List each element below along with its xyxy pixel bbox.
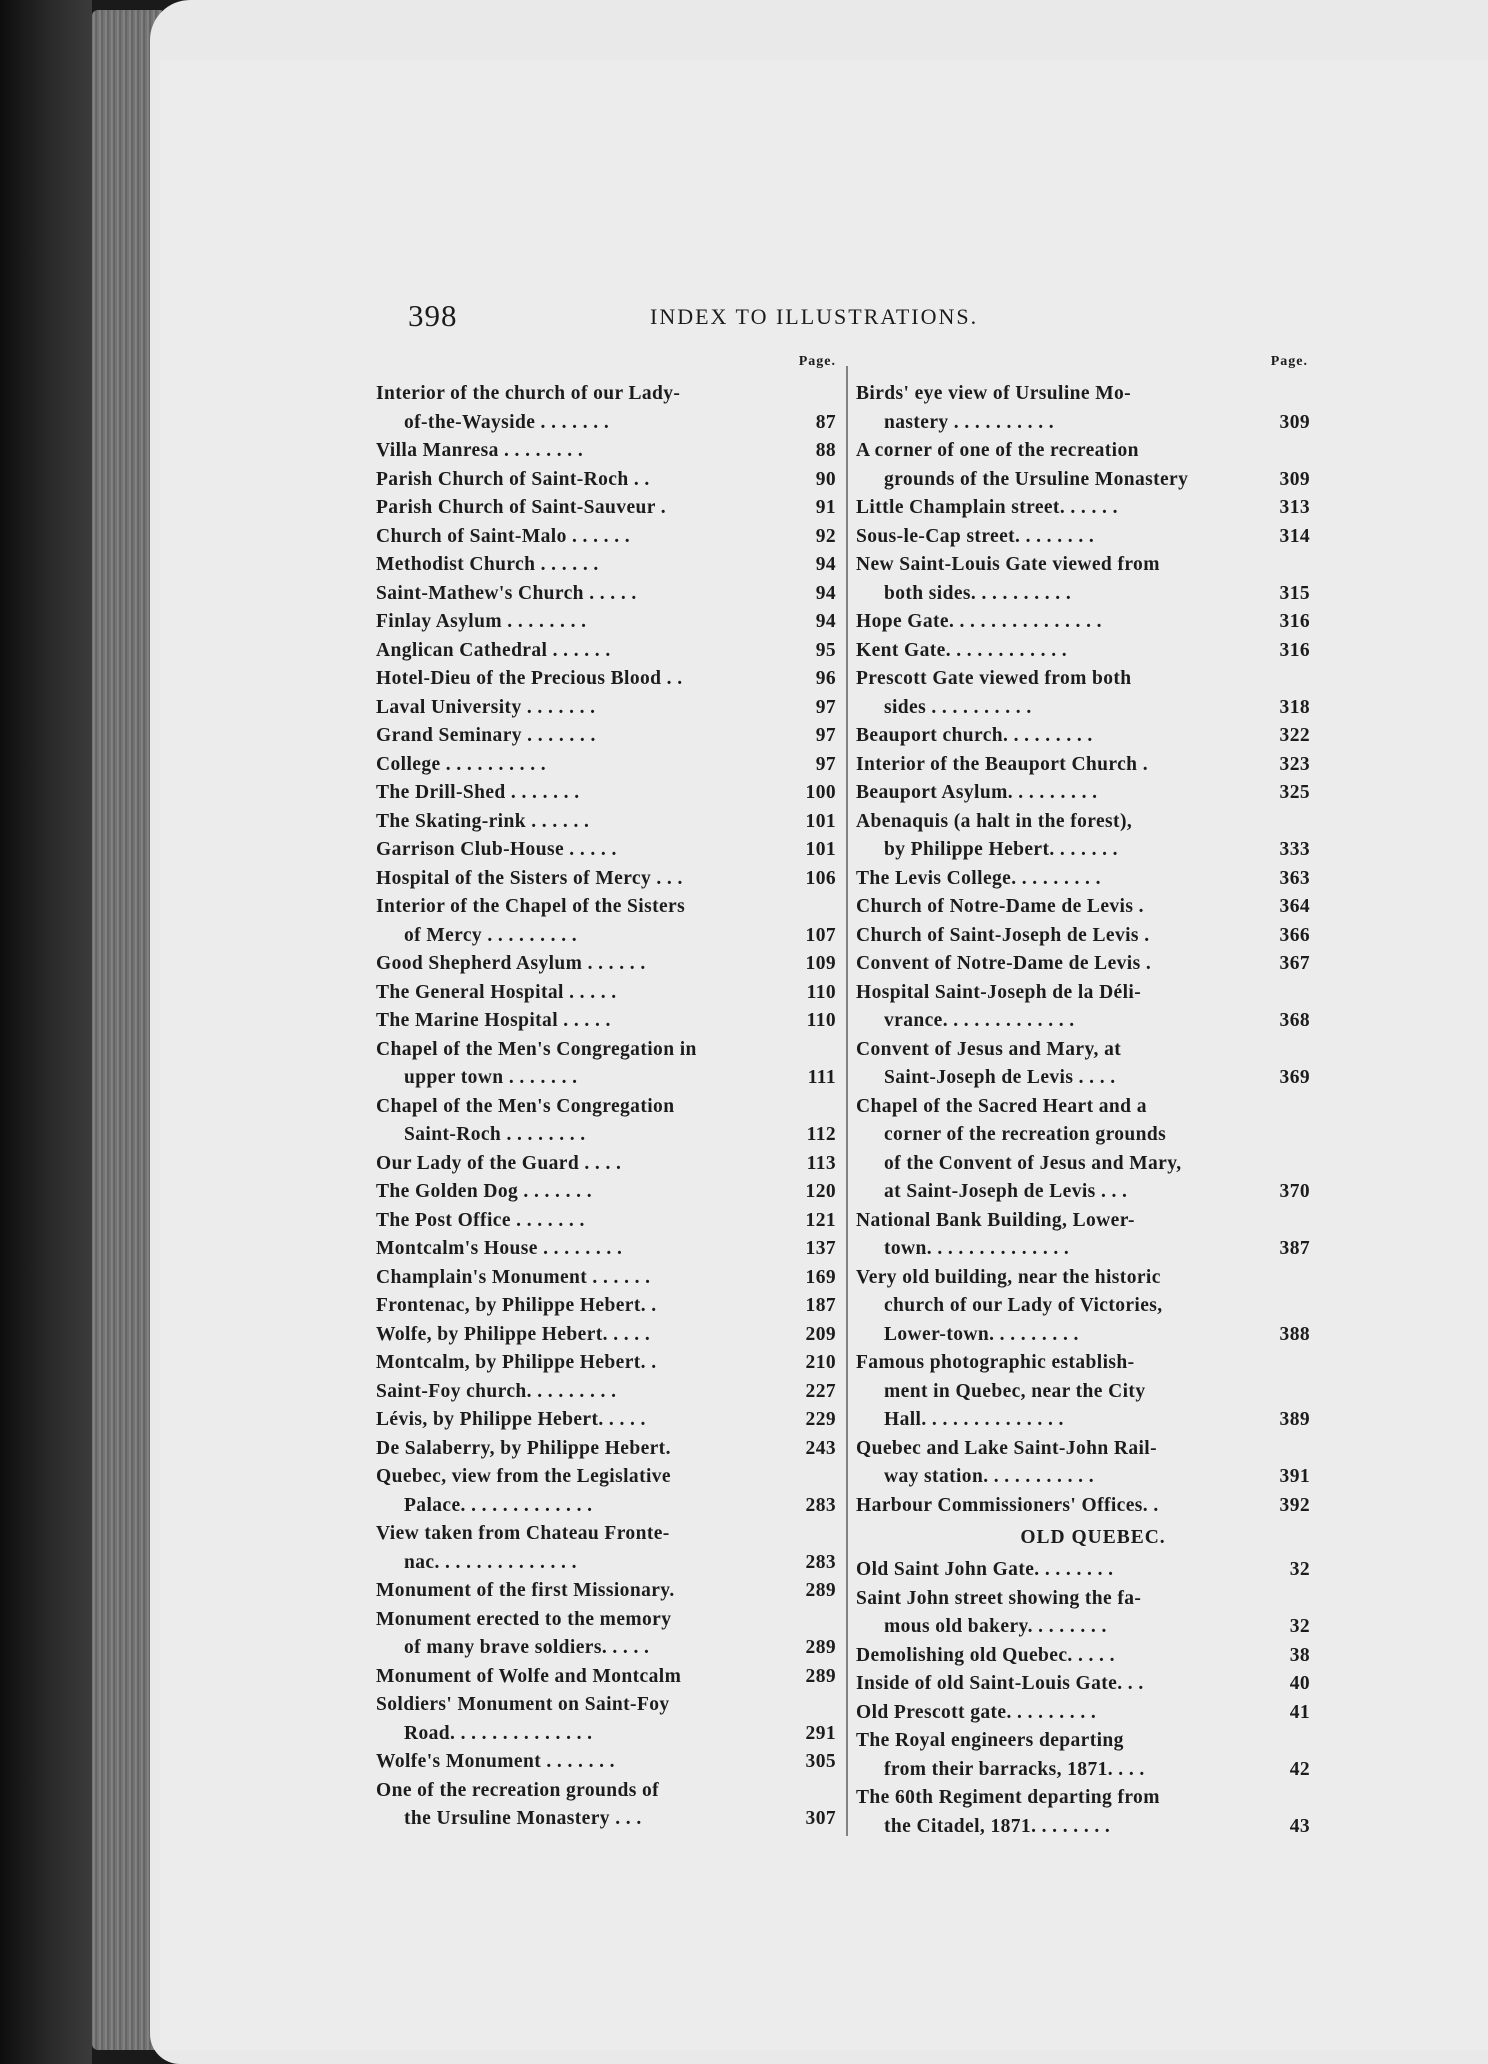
entry-text: New Saint-Louis Gate viewed from xyxy=(856,554,1160,575)
entry-text: Lévis, by Philippe Hebert. . . . . xyxy=(376,1409,646,1430)
entry-text: Monument of the first Missionary. xyxy=(376,1580,675,1601)
entry-page-number: 137 xyxy=(782,1235,836,1264)
index-entry xyxy=(856,779,1310,808)
entry-page-number: 169 xyxy=(782,1264,836,1293)
entry-text: Saint-Roch . . . . . . . . xyxy=(404,1124,586,1145)
entry-page-number: 209 xyxy=(782,1321,836,1350)
entry-text: Abenaquis (a halt in the forest), xyxy=(856,810,1133,832)
entry-page-number: 90 xyxy=(782,466,836,495)
entry-text: Birds' eye view of Ursuline Mo- xyxy=(856,383,1132,404)
index-entry xyxy=(856,608,1310,637)
entry-page-number: 283 xyxy=(782,1549,836,1578)
entry-page-number: 369 xyxy=(1256,1064,1310,1093)
index-entry xyxy=(856,1642,1310,1671)
index-entry xyxy=(376,893,842,950)
entry-page-number: 388 xyxy=(1256,1321,1310,1350)
entry-page-number: 97 xyxy=(782,694,836,723)
entry-page-number: 94 xyxy=(782,551,836,580)
entry-text: Prescott Gate viewed from both xyxy=(856,668,1132,689)
entry-text: upper town . . . . . . . xyxy=(404,1067,578,1088)
entry-text: College . . . . . . . . . . xyxy=(376,753,547,775)
index-entry xyxy=(856,751,1310,780)
index-entry xyxy=(376,1463,842,1520)
entry-text: The Skating-rink . . . . . . xyxy=(376,810,590,832)
entry-page-number: 333 xyxy=(1256,836,1310,865)
entry-page-number: 323 xyxy=(1256,751,1310,780)
index-entry xyxy=(376,836,842,865)
entry-text: at Saint-Joseph de Levis . . . xyxy=(884,1181,1128,1202)
page-column-label: Page. xyxy=(1270,354,1308,369)
index-entry xyxy=(856,722,1310,751)
entry-page-number: 97 xyxy=(782,751,836,780)
entry-text: Montcalm's House . . . . . . . . xyxy=(376,1238,623,1259)
entry-text: Hope Gate. . . . . . . . . . . . . . . xyxy=(856,611,1102,632)
index-entry xyxy=(856,380,1310,437)
entry-text: Garrison Club-House . . . . . xyxy=(376,839,617,860)
index-entry xyxy=(856,437,1310,494)
index-entry xyxy=(376,1036,842,1093)
entry-text: Old Prescott gate. . . . . . . . . xyxy=(856,1701,1097,1723)
entry-page-number: 41 xyxy=(1256,1699,1310,1728)
entry-text: Villa Manresa . . . . . . . . xyxy=(376,440,584,461)
index-entry xyxy=(376,1292,842,1321)
entry-page-number: 91 xyxy=(782,494,836,523)
entry-page-number: 305 xyxy=(782,1748,836,1777)
index-entry xyxy=(376,665,842,694)
entry-page-number: 313 xyxy=(1256,494,1310,523)
entry-page-number: 92 xyxy=(782,523,836,552)
entry-text: Interior of the Chapel of the Sisters xyxy=(376,896,686,917)
page-number: 398 xyxy=(408,298,458,333)
entry-page-number: 309 xyxy=(1256,409,1310,438)
entry-text: The Royal engineers departing xyxy=(856,1730,1124,1751)
entry-text: Chapel of the Men's Congregation in xyxy=(376,1038,697,1060)
entry-text: Finlay Asylum . . . . . . . . xyxy=(376,611,587,632)
index-entry xyxy=(856,808,1310,865)
entry-page-number: 210 xyxy=(782,1349,836,1378)
index-entry xyxy=(856,1093,1310,1207)
entry-text: Frontenac, by Philippe Hebert. . xyxy=(376,1295,657,1316)
index-entry xyxy=(376,523,842,552)
index-entry xyxy=(376,1520,842,1577)
entry-text: Hospital of the Sisters of Mercy . . . xyxy=(376,867,683,889)
index-entry xyxy=(856,1784,1310,1841)
entry-text: Chapel of the Sacred Heart and a xyxy=(856,1095,1147,1117)
index-entry xyxy=(376,1264,842,1293)
section-heading: OLD QUEBEC. xyxy=(1020,1527,1166,1548)
index-entry xyxy=(856,1435,1310,1492)
entry-text: Beauport church. . . . . . . . . xyxy=(856,725,1093,746)
index-entry xyxy=(376,1663,842,1692)
index-entry xyxy=(376,1321,842,1350)
entry-page-number: 368 xyxy=(1256,1007,1310,1036)
entry-text: Chapel of the Men's Congregation xyxy=(376,1095,675,1117)
index-entry xyxy=(856,551,1310,608)
index-entry xyxy=(856,637,1310,666)
entry-page-number: 40 xyxy=(1256,1670,1310,1699)
entry-text: The Levis College. . . . . . . . . xyxy=(856,867,1101,889)
entry-page-number: 94 xyxy=(782,580,836,609)
entry-text: Saint-Joseph de Levis . . . . xyxy=(884,1067,1116,1088)
index-entry xyxy=(376,1378,842,1407)
entry-text: Soldiers' Monument on Saint-Foy xyxy=(376,1694,670,1715)
entry-page-number: 110 xyxy=(782,1007,836,1036)
entry-text: Interior of the Beauport Church . xyxy=(856,753,1148,775)
entry-text: grounds of the Ursuline Monastery xyxy=(884,468,1189,490)
entry-page-number: 227 xyxy=(782,1378,836,1407)
index-entry xyxy=(376,751,842,780)
column-divider xyxy=(846,366,848,1836)
index-entry xyxy=(376,1606,842,1663)
entry-text: Champlain's Monument . . . . . . xyxy=(376,1266,651,1288)
entry-text: Parish Church of Saint-Roch . . xyxy=(376,468,650,490)
entry-text: church of our Lady of Victories, xyxy=(884,1295,1163,1316)
index-entry xyxy=(376,637,842,666)
entry-text: Monument of Wolfe and Montcalm xyxy=(376,1665,682,1687)
entry-page-number: 100 xyxy=(782,779,836,808)
index-entry xyxy=(376,1691,842,1748)
index-entry xyxy=(856,1699,1310,1728)
entry-page-number: 318 xyxy=(1256,694,1310,723)
entry-page-number: 106 xyxy=(782,865,836,894)
entry-text: both sides. . . . . . . . . . xyxy=(884,582,1072,604)
index-entry xyxy=(376,1748,842,1777)
index-entry xyxy=(376,1406,842,1435)
entry-page-number: 364 xyxy=(1256,893,1310,922)
entry-page-number: 113 xyxy=(782,1150,836,1179)
entry-page-number: 229 xyxy=(782,1406,836,1435)
entry-text: Convent of Notre-Dame de Levis . xyxy=(856,953,1152,974)
entry-text: One of the recreation grounds of xyxy=(376,1779,660,1801)
index-entry xyxy=(856,1670,1310,1699)
entry-page-number: 387 xyxy=(1256,1235,1310,1264)
entry-page-number: 389 xyxy=(1256,1406,1310,1435)
entry-text: View taken from Chateau Fronte- xyxy=(376,1523,670,1544)
entry-text: Quebec and Lake Saint-John Rail- xyxy=(856,1437,1158,1459)
index-entry xyxy=(376,1178,842,1207)
index-entry xyxy=(376,1007,842,1036)
entry-page-number: 101 xyxy=(782,836,836,865)
entry-text: way station. . . . . . . . . . . xyxy=(884,1466,1094,1487)
index-entry xyxy=(376,865,842,894)
entry-text: Sous-le-Cap street. . . . . . . . xyxy=(856,525,1095,547)
index-entry xyxy=(376,950,842,979)
entry-text: Anglican Cathedral . . . . . . xyxy=(376,639,611,661)
index-entry xyxy=(856,950,1310,979)
entry-text: by Philippe Hebert. . . . . . . xyxy=(884,839,1118,860)
entry-text: the Ursuline Monastery . . . xyxy=(404,1808,642,1829)
index-entry xyxy=(376,1235,842,1264)
entry-text: The Post Office . . . . . . . xyxy=(376,1209,585,1231)
index-entry xyxy=(376,1777,842,1834)
index-entry xyxy=(376,779,842,808)
index-entry xyxy=(376,808,842,837)
entry-text: sides . . . . . . . . . . xyxy=(884,696,1032,718)
entry-text: Quebec, view from the Legislative xyxy=(376,1466,671,1487)
entry-text: Convent of Jesus and Mary, at xyxy=(856,1038,1122,1060)
index-entry xyxy=(376,437,842,466)
entry-text: Wolfe's Monument . . . . . . . xyxy=(376,1751,615,1772)
entry-text: Hospital Saint-Joseph de la Déli- xyxy=(856,981,1142,1003)
entry-page-number: 392 xyxy=(1256,1492,1310,1521)
entry-page-number: 32 xyxy=(1256,1556,1310,1585)
entry-text: of many brave soldiers. . . . . xyxy=(404,1637,650,1658)
index-entry xyxy=(376,694,842,723)
entry-text: The Golden Dog . . . . . . . xyxy=(376,1181,592,1202)
index-entry xyxy=(376,608,842,637)
entry-page-number: 283 xyxy=(782,1492,836,1521)
entry-page-number: 325 xyxy=(1256,779,1310,808)
index-entry xyxy=(376,580,842,609)
right-entries xyxy=(856,380,1310,1841)
entry-page-number: 307 xyxy=(782,1805,836,1834)
index-entry xyxy=(856,922,1310,951)
entry-text: Laval University . . . . . . . xyxy=(376,696,596,718)
entry-page-number: 366 xyxy=(1256,922,1310,951)
entry-page-number: 367 xyxy=(1256,950,1310,979)
entry-text: The General Hospital . . . . . xyxy=(376,981,617,1003)
entry-text: The Drill-Shed . . . . . . . xyxy=(376,782,580,803)
entry-text: Church of Saint-Malo . . . . . . xyxy=(376,525,631,547)
entry-page-number: 88 xyxy=(782,437,836,466)
entry-page-number: 391 xyxy=(1256,1463,1310,1492)
entry-text: Montcalm, by Philippe Hebert. . xyxy=(376,1352,657,1373)
entry-page-number: 87 xyxy=(782,409,836,438)
entry-page-number: 121 xyxy=(782,1207,836,1236)
entry-page-number: 322 xyxy=(1256,722,1310,751)
index-entry xyxy=(856,1492,1310,1521)
entry-page-number: 95 xyxy=(782,637,836,666)
index-entry xyxy=(376,1577,842,1606)
entry-page-number: 97 xyxy=(782,722,836,751)
entry-text: Church of Saint-Joseph de Levis . xyxy=(856,924,1150,946)
index-entry xyxy=(376,1207,842,1236)
entry-text: Saint-Foy church. . . . . . . . . xyxy=(376,1380,617,1402)
index-entry xyxy=(376,1435,842,1464)
entry-text: National Bank Building, Lower- xyxy=(856,1209,1135,1231)
index-entry xyxy=(376,466,842,495)
entry-page-number: 101 xyxy=(782,808,836,837)
entry-text: of-the-Wayside . . . . . . . xyxy=(404,411,610,433)
index-entry xyxy=(856,1207,1310,1264)
entry-text: Interior of the church of our Lady- xyxy=(376,383,681,404)
index-entry xyxy=(376,722,842,751)
entry-page-number: 110 xyxy=(782,979,836,1008)
entry-text: Wolfe, by Philippe Hebert. . . . . xyxy=(376,1323,651,1345)
entry-page-number: 316 xyxy=(1256,637,1310,666)
entry-text: Hotel-Dieu of the Precious Blood . . xyxy=(376,668,683,689)
entry-text: Little Champlain street. . . . . . xyxy=(856,497,1118,518)
index-entry xyxy=(856,1349,1310,1435)
entry-text: Beauport Asylum. . . . . . . . . xyxy=(856,782,1098,803)
entry-page-number: 96 xyxy=(782,665,836,694)
entry-page-number: 187 xyxy=(782,1292,836,1321)
entry-page-number: 94 xyxy=(782,608,836,637)
entry-page-number: 107 xyxy=(782,922,836,951)
index-entry xyxy=(376,979,842,1008)
entry-page-number: 370 xyxy=(1256,1178,1310,1207)
entry-text: town. . . . . . . . . . . . . . xyxy=(884,1238,1070,1259)
entry-text: Very old building, near the historic xyxy=(856,1266,1161,1288)
entry-text: vrance. . . . . . . . . . . . . xyxy=(884,1010,1075,1031)
entry-page-number: 109 xyxy=(782,950,836,979)
index-entry xyxy=(856,893,1310,922)
index-entry xyxy=(376,1349,842,1378)
entry-page-number: 291 xyxy=(782,1720,836,1749)
entry-text: from their barracks, 1871. . . . xyxy=(884,1758,1145,1780)
entry-page-number: 314 xyxy=(1256,523,1310,552)
entry-text: nastery . . . . . . . . . . xyxy=(884,411,1055,433)
index-entry xyxy=(856,1727,1310,1784)
entry-text: A corner of one of the recreation xyxy=(856,440,1139,461)
entry-page-number: 32 xyxy=(1256,1613,1310,1642)
entry-text: The Marine Hospital . . . . . xyxy=(376,1010,611,1031)
index-entry xyxy=(856,1585,1310,1642)
entry-text: Our Lady of the Guard . . . . xyxy=(376,1152,622,1174)
entry-text: Palace. . . . . . . . . . . . . xyxy=(404,1494,593,1516)
entry-page-number: 289 xyxy=(782,1577,836,1606)
entry-text: Saint-Mathew's Church . . . . . xyxy=(376,582,637,604)
entry-text: corner of the recreation grounds xyxy=(884,1124,1167,1145)
left-entries xyxy=(376,380,842,1834)
page-column-label: Page. xyxy=(798,354,836,369)
entry-page-number: 289 xyxy=(782,1634,836,1663)
entry-page-number: 111 xyxy=(782,1064,836,1093)
entry-text: Lower-town. . . . . . . . . xyxy=(884,1323,1079,1345)
running-header xyxy=(0,298,1488,338)
entry-text: De Salaberry, by Philippe Hebert. xyxy=(376,1437,671,1459)
entry-text: Church of Notre-Dame de Levis . xyxy=(856,896,1144,917)
page-title: INDEX TO ILLUSTRATIONS. xyxy=(650,304,979,329)
index-entry xyxy=(856,1556,1310,1585)
entry-text: nac. . . . . . . . . . . . . . xyxy=(404,1551,577,1573)
entry-text: Parish Church of Saint-Sauveur . xyxy=(376,497,666,518)
index-entry xyxy=(856,979,1310,1036)
entry-text: Methodist Church . . . . . . xyxy=(376,554,599,575)
entry-text: ment in Quebec, near the City xyxy=(884,1380,1146,1402)
entry-page-number: 315 xyxy=(1256,580,1310,609)
entry-page-number: 42 xyxy=(1256,1756,1310,1785)
index-entry xyxy=(376,494,842,523)
entry-text: Monument erected to the memory xyxy=(376,1608,672,1630)
entry-page-number: 120 xyxy=(782,1178,836,1207)
entry-text: Saint John street showing the fa- xyxy=(856,1587,1142,1609)
index-entry xyxy=(856,523,1310,552)
index-entry xyxy=(856,1036,1310,1093)
entry-text: Demolishing old Quebec. . . . . xyxy=(856,1644,1115,1666)
entry-text: Road. . . . . . . . . . . . . . xyxy=(404,1722,593,1744)
entry-page-number: 363 xyxy=(1256,865,1310,894)
entry-text: Good Shepherd Asylum . . . . . . xyxy=(376,953,646,974)
entry-page-number: 243 xyxy=(782,1435,836,1464)
entry-page-number: 309 xyxy=(1256,466,1310,495)
entry-page-number: 38 xyxy=(1256,1642,1310,1671)
entry-text: of the Convent of Jesus and Mary, xyxy=(884,1152,1182,1174)
index-entry xyxy=(856,494,1310,523)
entry-text: Grand Seminary . . . . . . . xyxy=(376,725,596,746)
entry-text: mous old bakery. . . . . . . . xyxy=(884,1616,1107,1637)
entry-text: Kent Gate. . . . . . . . . . . . xyxy=(856,639,1068,661)
entry-text: Harbour Commissioners' Offices. . xyxy=(856,1494,1159,1516)
index-entry xyxy=(856,1264,1310,1350)
index-entry xyxy=(376,551,842,580)
index-entry xyxy=(856,865,1310,894)
entry-text: The 60th Regiment departing from xyxy=(856,1787,1160,1808)
entry-text: Inside of old Saint-Louis Gate. . . xyxy=(856,1673,1144,1694)
entry-text: Old Saint John Gate. . . . . . . . xyxy=(856,1559,1114,1580)
entry-text: Hall. . . . . . . . . . . . . . xyxy=(884,1409,1064,1430)
entry-page-number: 112 xyxy=(782,1121,836,1150)
index-entry xyxy=(856,665,1310,722)
entry-text: Famous photographic establish- xyxy=(856,1352,1135,1373)
index-entry xyxy=(376,1093,842,1150)
entry-page-number: 316 xyxy=(1256,608,1310,637)
entry-text: of Mercy . . . . . . . . . xyxy=(404,924,578,946)
entry-page-number: 43 xyxy=(1256,1813,1310,1842)
index-entry xyxy=(376,380,842,437)
entry-text: the Citadel, 1871. . . . . . . . xyxy=(884,1815,1111,1837)
index-entry xyxy=(376,1150,842,1179)
entry-page-number: 289 xyxy=(782,1663,836,1692)
